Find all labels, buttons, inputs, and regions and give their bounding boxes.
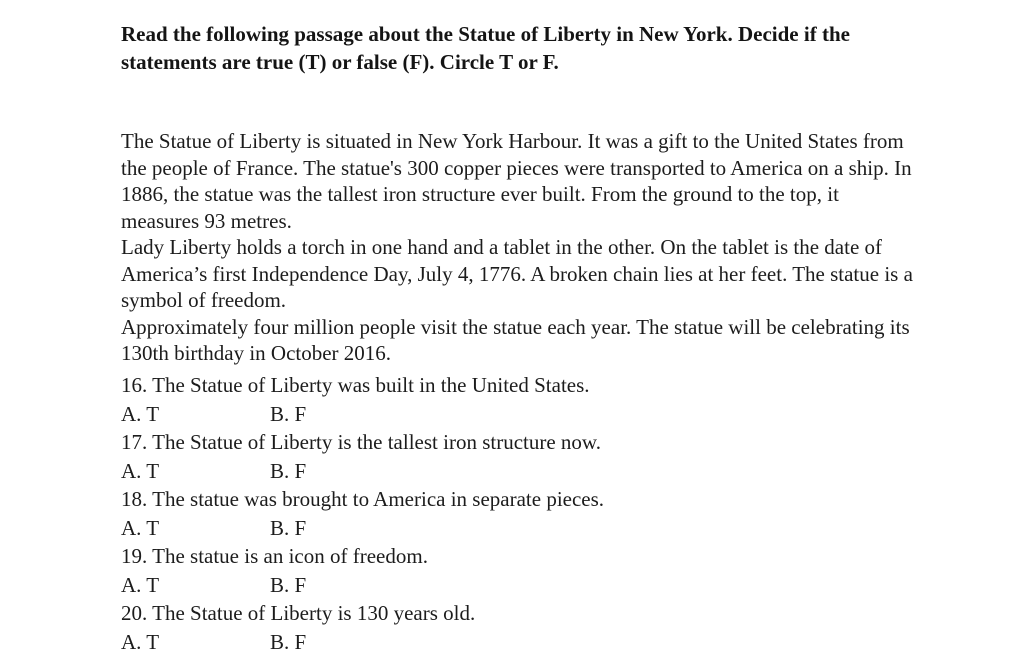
question-16 xyxy=(121,372,921,429)
question-options xyxy=(121,401,921,429)
question-stem: 19. The statue is an icon of freedom. xyxy=(121,544,428,568)
option-b-false[interactable]: B. F xyxy=(270,402,307,426)
question-19 xyxy=(121,543,921,600)
question-options xyxy=(121,572,921,600)
option-a-true[interactable]: A. T xyxy=(121,459,160,483)
passage-paragraph-1: The Statue of Liberty is situated in New York Harbour. It was a gift to the United States from the people of France. The statue's 300 copper pieces were transported to America on a ship. In 1886, the statue was the tallest iron structure ever built. From the ground to the top, it measures 93 metres. xyxy=(121,129,912,233)
question-17 xyxy=(121,429,921,486)
question-20 xyxy=(121,600,921,657)
passage-paragraph-2: Lady Liberty holds a torch in one hand and a tablet in the other. On the tablet is the date of America’s first Independence Day, July 4, 1776. A broken chain lies at her feet. The statue is a symbol of freedom. xyxy=(121,235,913,312)
option-a-true[interactable]: A. T xyxy=(121,516,160,540)
option-b-false[interactable]: B. F xyxy=(270,459,307,483)
passage-paragraph-3: Approximately four million people visit the statue each year. The statue will be celebrating its 130th birthday in October 2016. xyxy=(121,314,910,365)
option-b-false[interactable]: B. F xyxy=(270,630,307,654)
question-list xyxy=(121,372,921,657)
question-stem: 18. The statue was brought to America in separate pieces. xyxy=(121,487,605,511)
question-options xyxy=(121,458,921,486)
option-a-true[interactable]: A. T xyxy=(121,402,160,426)
option-b-false[interactable]: B. F xyxy=(270,573,307,597)
question-stem: 17. The Statue of Liberty is the tallest iron structure now. xyxy=(121,430,601,454)
question-options xyxy=(121,515,921,543)
question-options xyxy=(121,629,921,657)
question-18 xyxy=(121,486,921,543)
question-stem: 16. The Statue of Liberty was built in the United States. xyxy=(121,373,590,397)
question-stem: 20. The Statue of Liberty is 130 years old. xyxy=(121,601,476,625)
option-b-false[interactable]: B. F xyxy=(270,516,307,540)
reading-passage xyxy=(121,128,921,367)
option-a-true[interactable]: A. T xyxy=(121,630,160,654)
instructions-heading: Read the following passage about the Statue of Liberty in New York. Decide if the statements are true (T) or false (F). Circle T or F. xyxy=(121,22,850,74)
option-a-true[interactable]: A. T xyxy=(121,573,160,597)
